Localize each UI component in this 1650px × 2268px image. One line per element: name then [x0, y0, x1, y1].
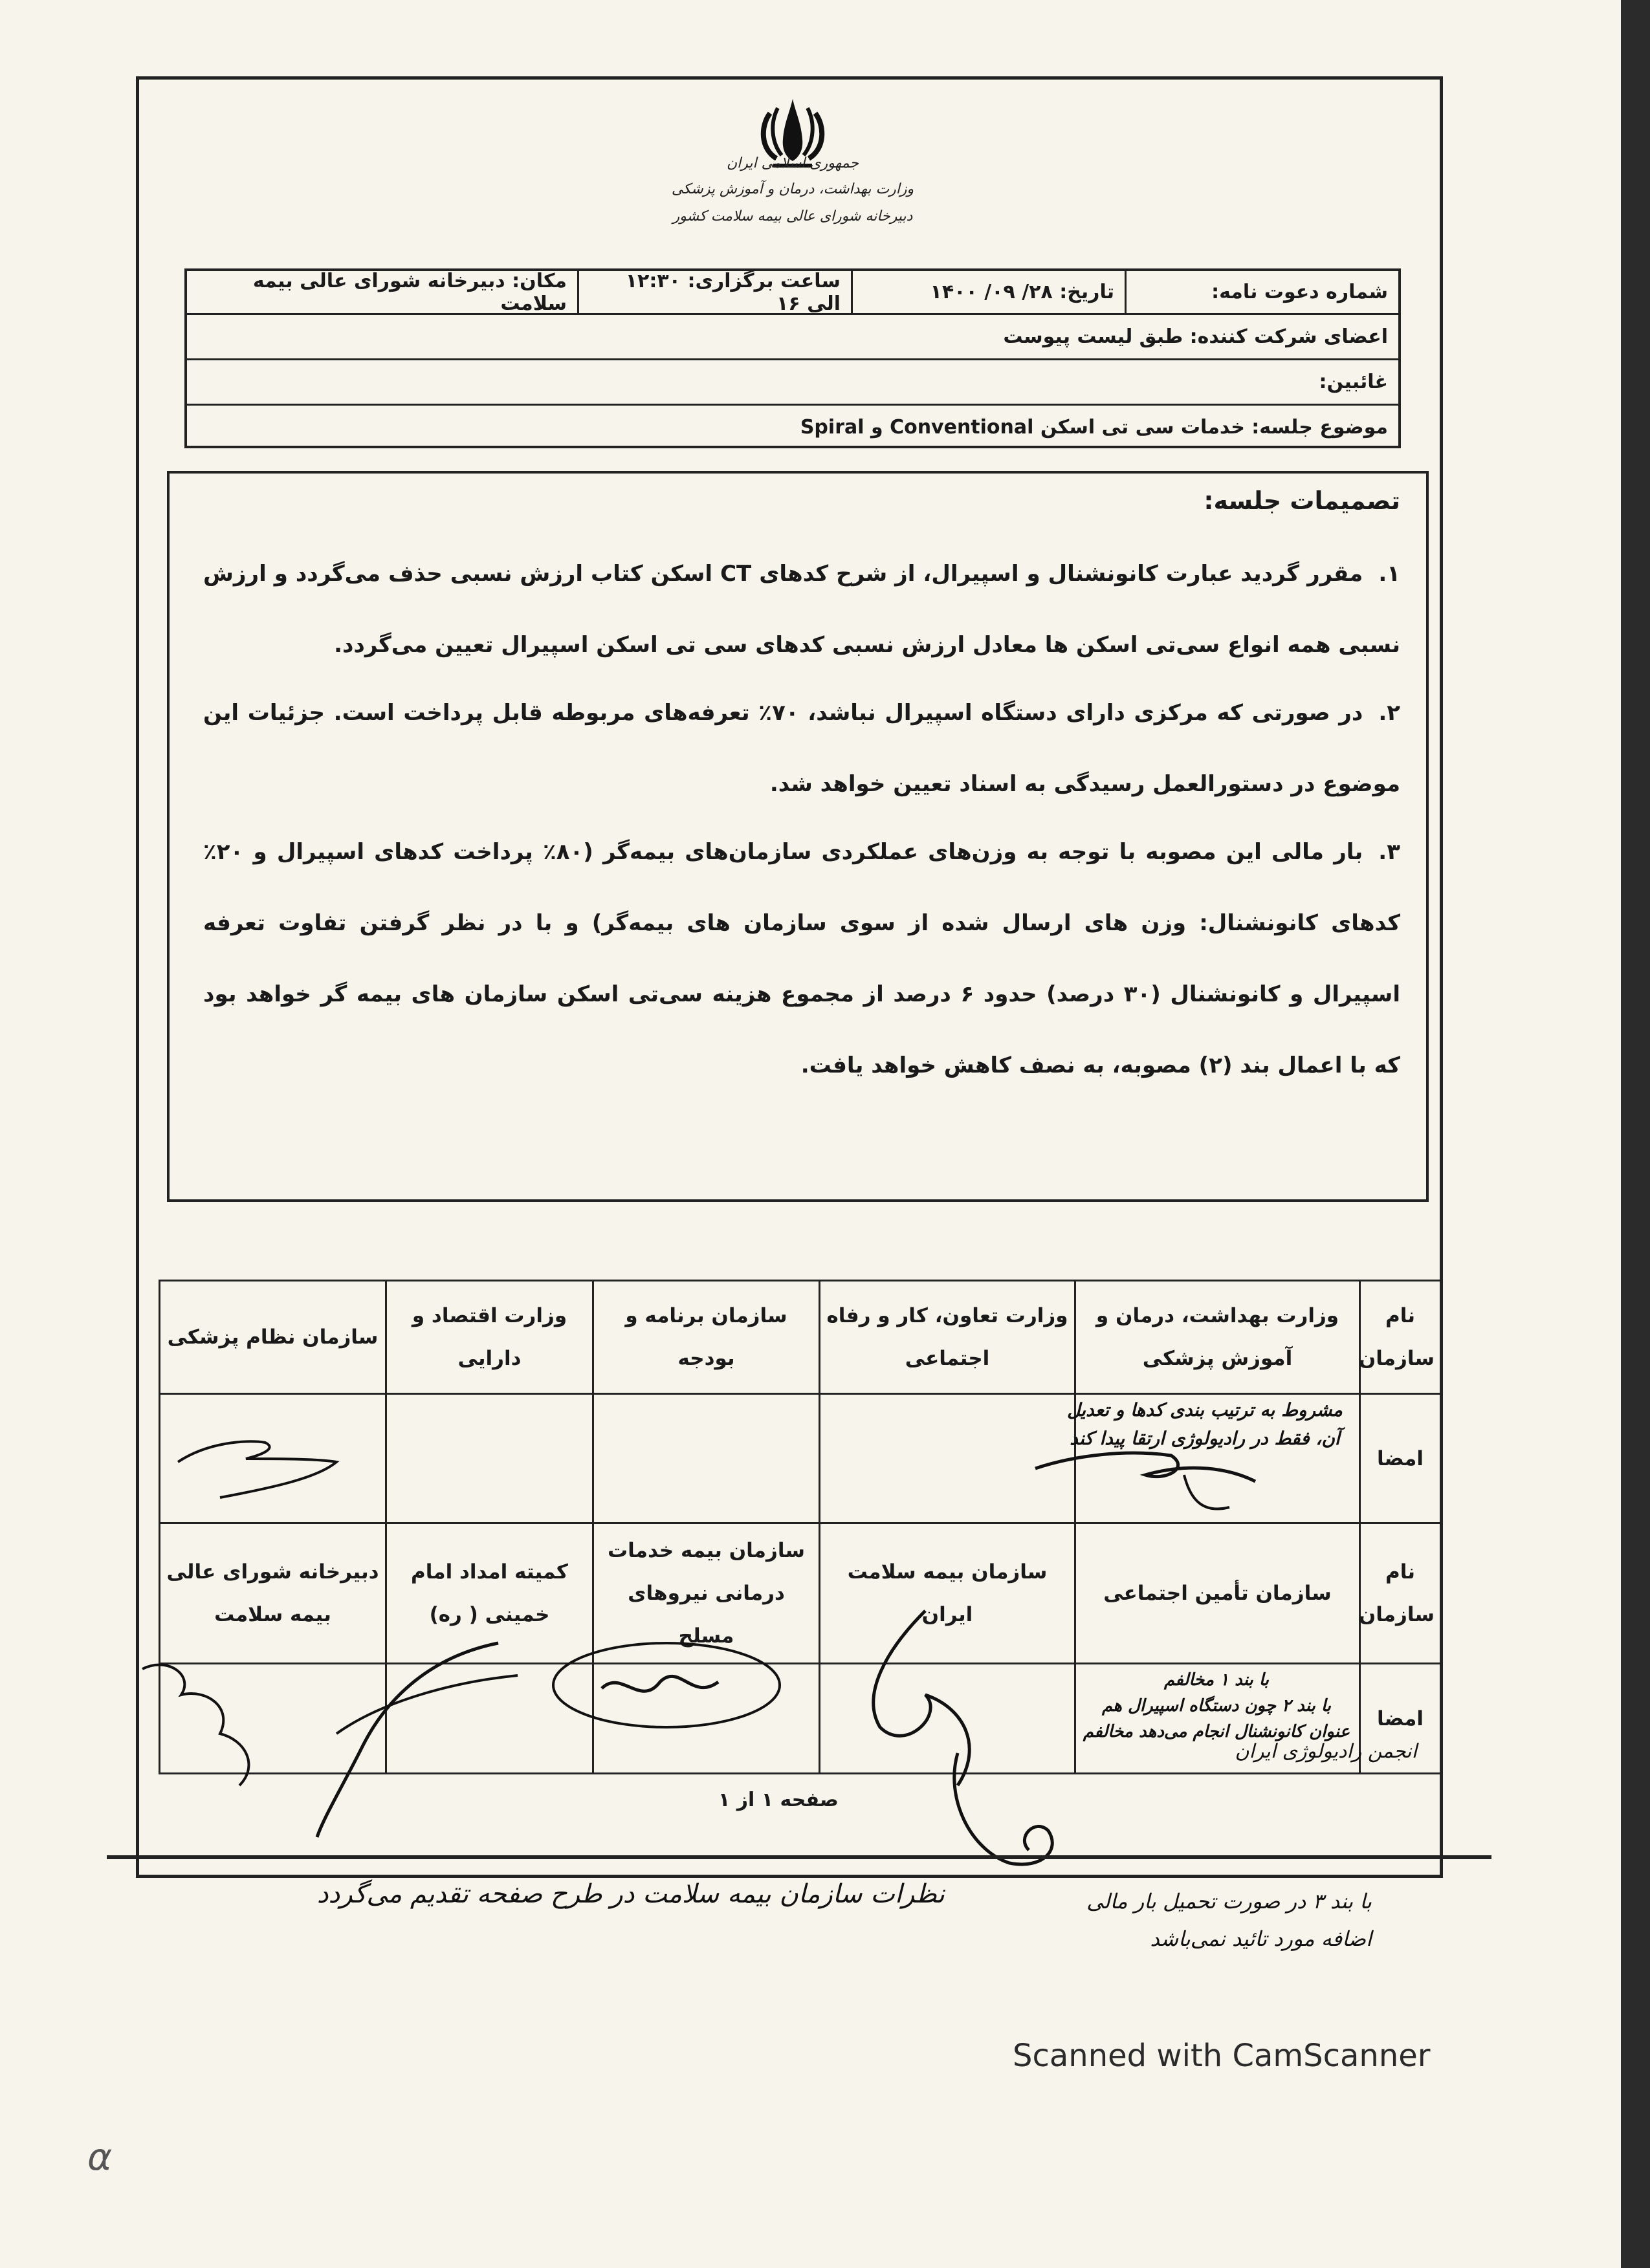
handwritten-note: با بند ۱ مخالفم با بند ۲ چون دستگاه اسپیرال هم عنوان کانونشنال انجام می‌دهد مخالفم [1083, 1670, 1350, 1741]
info-row-date [187, 271, 1398, 315]
scanner-watermark: Scanned with CamScanner [1013, 2038, 1431, 2074]
page-number: صفحه ۱ از ۱ [718, 1789, 839, 1811]
org-armed-forces-insurance: سازمان بیمه خدمات درمانی نیروهای مسلح [593, 1523, 820, 1664]
name-label: نام سازمان [1360, 1281, 1441, 1394]
signatures-table [159, 1280, 1442, 1774]
decision-text: در صورتی که مرکزی دارای دستگاه اسپیرال نباشد، ۷۰٪ تعرفه‌های مربوطه قابل پرداخت است. جزئیات این موضوع در دستورالعمل رسیدگی به اسناد تعیین خواهد شد. [203, 700, 1400, 797]
decisions-box [167, 471, 1429, 1202]
handwritten-ssi-note-3: با بند ۳ در صورت تحمیل بار مالی اضافه مورد تائید نمی‌باشد [1086, 1889, 1372, 1951]
sign-cell [386, 1394, 593, 1523]
info-row-participants [187, 315, 1398, 360]
margin-mark: α [87, 2135, 113, 2179]
name-label: نام سازمان [1360, 1523, 1441, 1664]
decision-text: بار مالی این مصوبه با توجه به وزن‌های عملکردی سازمان‌های بیمه‌گر (۸۰٪ پرداخت کدهای اسپیرال و ۲۰٪ کدهای کانونشنال: وزن های ارسال شده از سوی سازمان های بیمه‌گر) و با در نظر گرفتن تفاوت تعرفه اسپیرال و کانونشنال (۳۰ درصد) حدود ۶ درصد از مجموع هزینه سی‌تی اسکن سازمان های بیمه گر خواهد بود که با اعمال بند (۲) مصوبه، به نصف کاهش خواهد یافت. [203, 839, 1400, 1078]
bottom-rule [107, 1855, 1491, 1859]
invitation-number: شماره دعوت نامه: [1211, 281, 1388, 303]
absentees: غائبین: [1319, 371, 1388, 393]
meeting-date: تاریخ: ۲۸/ ۰۹/ ۱۴۰۰ [930, 281, 1114, 303]
org-labor-ministry: وزارت تعاون، کار و رفاه اجتماعی [820, 1281, 1075, 1394]
info-row-subject [187, 406, 1398, 448]
decision-item-3 [203, 816, 1400, 1101]
meeting-info-table [184, 268, 1401, 448]
handwritten-bottom-note: نظرات سازمان بیمه سلامت در طرح صفحه تقدیم می‌گردد [316, 1879, 945, 1909]
org-imam-khomeini-relief: کمیته امداد امام خمینی ( ره) [386, 1523, 593, 1664]
meeting-time: ساعت برگزاری: ۱۲:۳۰ الی ۱۶ [625, 269, 841, 315]
decision-number: ۳. [1378, 839, 1400, 865]
sign-cell [593, 1664, 820, 1774]
sign-cell [593, 1394, 820, 1523]
handwritten-note: مشروط به ترتیب بندی کدها و تعدیل آن، فقط در رادیولوژی ارتقا پیدا کند [1067, 1399, 1343, 1449]
decision-item-2 [203, 677, 1400, 820]
sign-cell [820, 1664, 1075, 1774]
org-social-security: سازمان تأمین اجتماعی [1075, 1523, 1360, 1664]
sign-cell [820, 1394, 1075, 1523]
meeting-place: مکان: دبیرخانه شورای عالی بیمه سلامت [252, 269, 567, 315]
org-health-ministry: وزارت بهداشت، درمان و آموزش پزشکی [1075, 1281, 1360, 1394]
sign-label: امضا [1360, 1394, 1441, 1523]
sign-label: امضا [1360, 1664, 1441, 1774]
org-line-1: جمهوری اسلامی ایران [726, 155, 859, 171]
org-council-secretariat: دبیرخانه شورای عالی بیمه سلامت [160, 1523, 386, 1664]
sign-cell-health-ministry [1067, 1394, 1360, 1523]
scan-edge [1621, 0, 1650, 2268]
sign-cell [386, 1664, 593, 1774]
org-economy-ministry: وزارت اقتصاد و دارایی [386, 1281, 593, 1394]
org-line-3: دبیرخانه شورای عالی بیمه سلامت کشور [672, 208, 913, 224]
org-plan-budget: سازمان برنامه و بودجه [593, 1281, 820, 1394]
decision-text: مقرر گردید عبارت کانونشنال و اسپیرال، از شرح کدهای CT اسکن کتاب ارزش نسبی حذف می‌گردد و ارزش نسبی همه انواع سی‌تی اسکن ها معادل ارزش نسبی کدهای سی تی اسکن اسپیرال تعیین می‌گردد. [203, 561, 1400, 658]
decisions-title: تصمیمات جلسه: [1204, 486, 1400, 515]
handwritten-association: انجمن رادیولوژی ایران [1235, 1740, 1417, 1763]
sign-cell [160, 1664, 386, 1774]
decision-number: ۱. [1378, 561, 1400, 587]
meeting-subject: موضوع جلسه: خدمات سی تی اسکن Conventional و Spiral [800, 415, 1388, 439]
decision-item-1 [203, 538, 1400, 681]
org-line-2: وزارت بهداشت، درمان و آموزش پزشکی [671, 181, 914, 197]
participants: اعضای شرکت کننده: طبق لیست پیوست [1003, 325, 1388, 348]
org-iran-health-insurance: سازمان بیمه سلامت ایران [820, 1523, 1075, 1664]
decision-number: ۲. [1378, 700, 1400, 726]
sign-cell-medical-council [160, 1394, 386, 1523]
org-medical-council: سازمان نظام پزشکی [160, 1281, 386, 1394]
info-row-absentees [187, 360, 1398, 406]
